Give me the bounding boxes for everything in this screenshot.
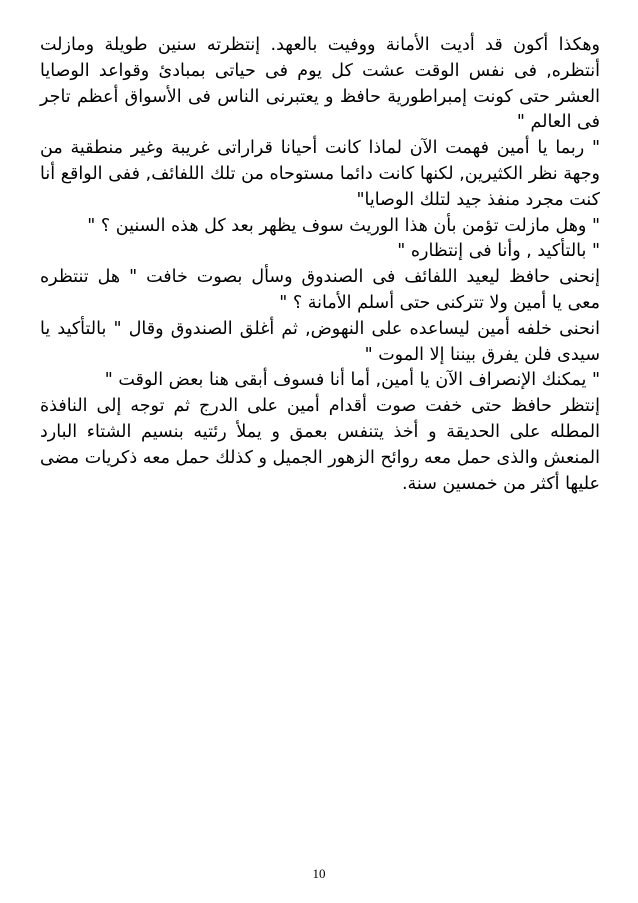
paragraph-3: " وهل مازلت تؤمن بأن هذا الوريث سوف يظهر بعد كل هذه السنين ؟ " <box>87 215 600 236</box>
paragraph-7: " يمكنك الإنصراف الآن يا أمين, أما أنا فسوف أبقى هنا بعض الوقت " <box>104 370 600 391</box>
body-text <box>40 33 600 497</box>
paragraph-2: " ربما يا أمين فهمت الآن لماذا كانت أحيانا قراراتى غريبة وغير منطقية من وجهة نظر الكثيرين, لكنها كانت دائما مستوحاه من تلك اللفائف, ففى الواقع أنا كنت مجرد منفذ جيد لتلك الوصايا" <box>40 138 600 210</box>
paragraph-8: إنتظر حافظ حتى خفت صوت أقدام أمين على الدرج ثم توجه إلى النافذة المطله على الحديقة و أخذ يتنفس بعمق و يملأ رئتيه بنسيم الشتاء البارد المنعش والذى حمل معه روائح الزهور الجميل و كذلك حمل معه ذكريات مضى عليها أكثر من خمسين سنة. <box>40 396 600 494</box>
page-number: 10 <box>312 866 326 881</box>
paragraph-1: وهكذا أكون قد أديت الأمانة ووفيت بالعهد. إنتظرته سنين طويلة ومازلت أنتظره, فى نفس الوقت عشت كل يوم فى حياتى بمبادئ وقواعد الوصايا العشر حتى كونت إمبراطورية حافظ و يعتبرنى الناس فى الأسواق أعظم تاجر فى العالم " <box>40 35 600 133</box>
paragraph-4: " بالتأكيد , وأنا فى إنتظاره " <box>397 241 600 262</box>
paragraph-5: إنحنى حافظ ليعيد اللفائف فى الصندوق وسأل بصوت خافت " هل تنتظره معى يا أمين ولا تتركنى حتى أسلم الأمانة ؟ " <box>40 267 600 313</box>
paragraph-6: انحنى خلفه أمين ليساعده على النهوض, ثم أغلق الصندوق وقال " بالتأكيد يا سيدى فلن يفرق بيننا إلا الموت " <box>40 318 600 365</box>
